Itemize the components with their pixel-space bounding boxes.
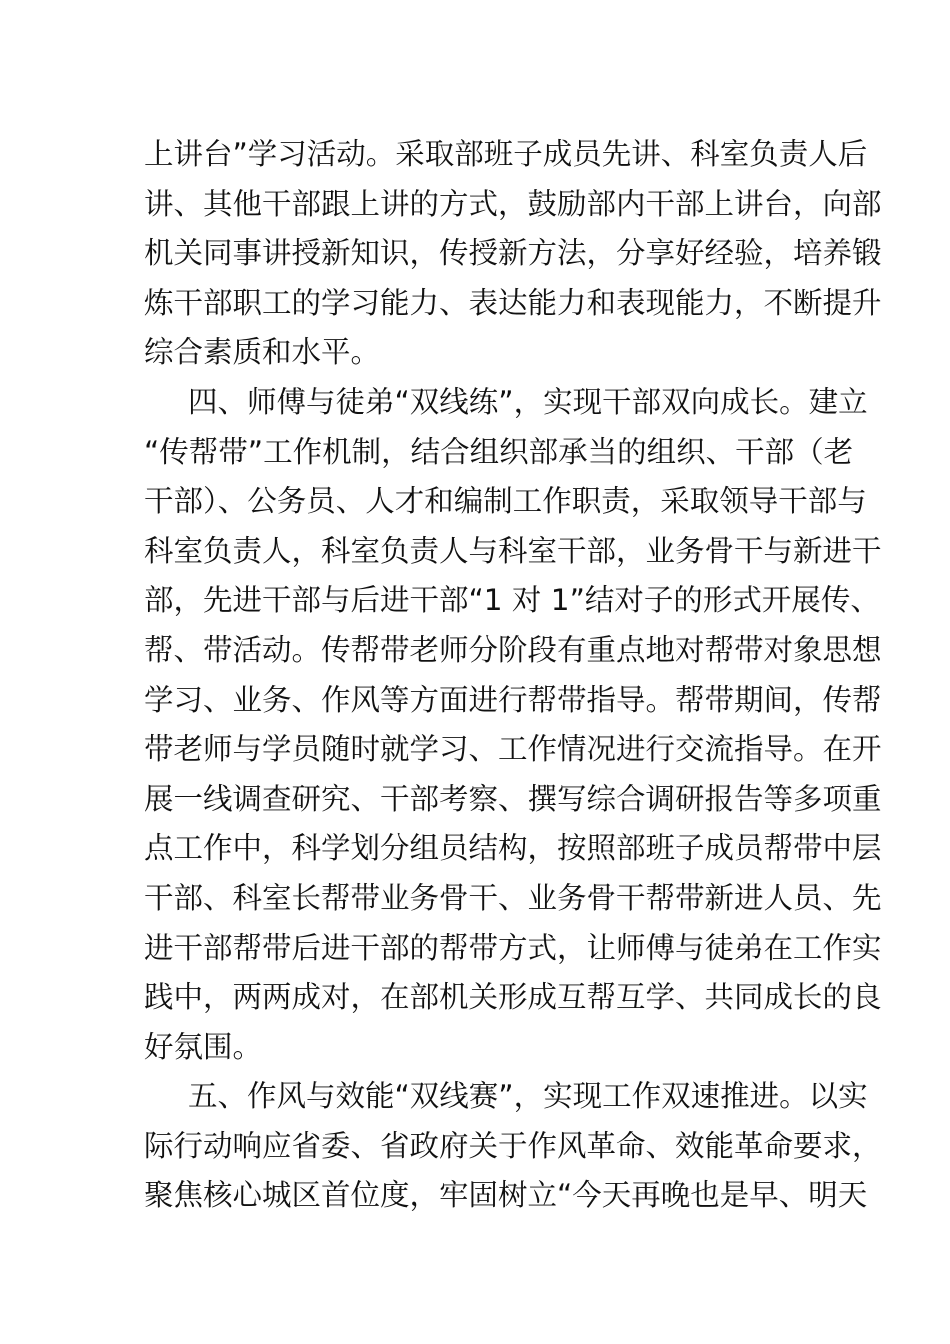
text-line: 机关同事讲授新知识，传授新方法，分享好经验，培养锻 xyxy=(144,236,882,271)
text-line: 带老师与学员随时就学习、工作情况进行交流指导。在开 xyxy=(144,732,882,767)
text-line: 干部、科室长帮带业务骨干、业务骨干帮带新进人员、先 xyxy=(144,880,882,915)
paragraph-continuation xyxy=(144,130,882,378)
text-line: “传帮带”工作机制，结合组织部承当的组织、干部（老 xyxy=(144,434,854,469)
text-line: 综合素质和水平。 xyxy=(144,335,381,370)
text-line: 部，先进干部与后进干部“1 对 1”结对子的形式开展传、 xyxy=(144,583,880,618)
text-line: 炼干部职工的学习能力、表达能力和表现能力，不断提升 xyxy=(144,285,882,320)
text-line: 学习、业务、作风等方面进行帮带指导。帮带期间，传帮 xyxy=(144,682,882,717)
text-line: 五、作风与效能“双线赛”，实现工作双速推进。以实 xyxy=(188,1079,868,1114)
text-line: 四、师傅与徒弟“双线练”，实现干部双向成长。建立 xyxy=(188,384,868,419)
text-line: 聚焦核心城区首位度，牢固树立“今天再晚也是早、明天 xyxy=(144,1178,868,1213)
text-line: 展一线调查研究、干部考察、撰写综合调研报告等多项重 xyxy=(144,781,882,816)
text-line: 际行动响应省委、省政府关于作风革命、效能革命要求， xyxy=(144,1128,882,1163)
text-line: 科室负责人，科室负责人与科室干部，业务骨干与新进干 xyxy=(144,533,882,568)
text-line: 帮、带活动。传帮带老师分阶段有重点地对帮带对象思想 xyxy=(144,632,882,667)
paragraph-section-four xyxy=(144,378,882,1072)
text-line: 点工作中，科学划分组员结构，按照部班子成员帮带中层 xyxy=(144,831,882,866)
text-line: 干部）、公务员、人才和编制工作职责，采取领导干部与 xyxy=(144,484,867,519)
text-line: 进干部帮带后进干部的帮带方式，让师傅与徒弟在工作实 xyxy=(144,930,882,965)
text-line: 上讲台”学习活动。采取部班子成员先讲、科室负责人后 xyxy=(144,137,868,171)
paragraph-section-five xyxy=(144,1072,882,1221)
text-line: 践中，两两成对，在部机关形成互帮互学、共同成长的良 xyxy=(144,980,882,1015)
document-page xyxy=(144,130,882,1221)
text-line: 讲、其他干部跟上讲的方式，鼓励部内干部上讲台，向部 xyxy=(144,186,882,221)
text-line: 好氛围。 xyxy=(144,1029,263,1064)
